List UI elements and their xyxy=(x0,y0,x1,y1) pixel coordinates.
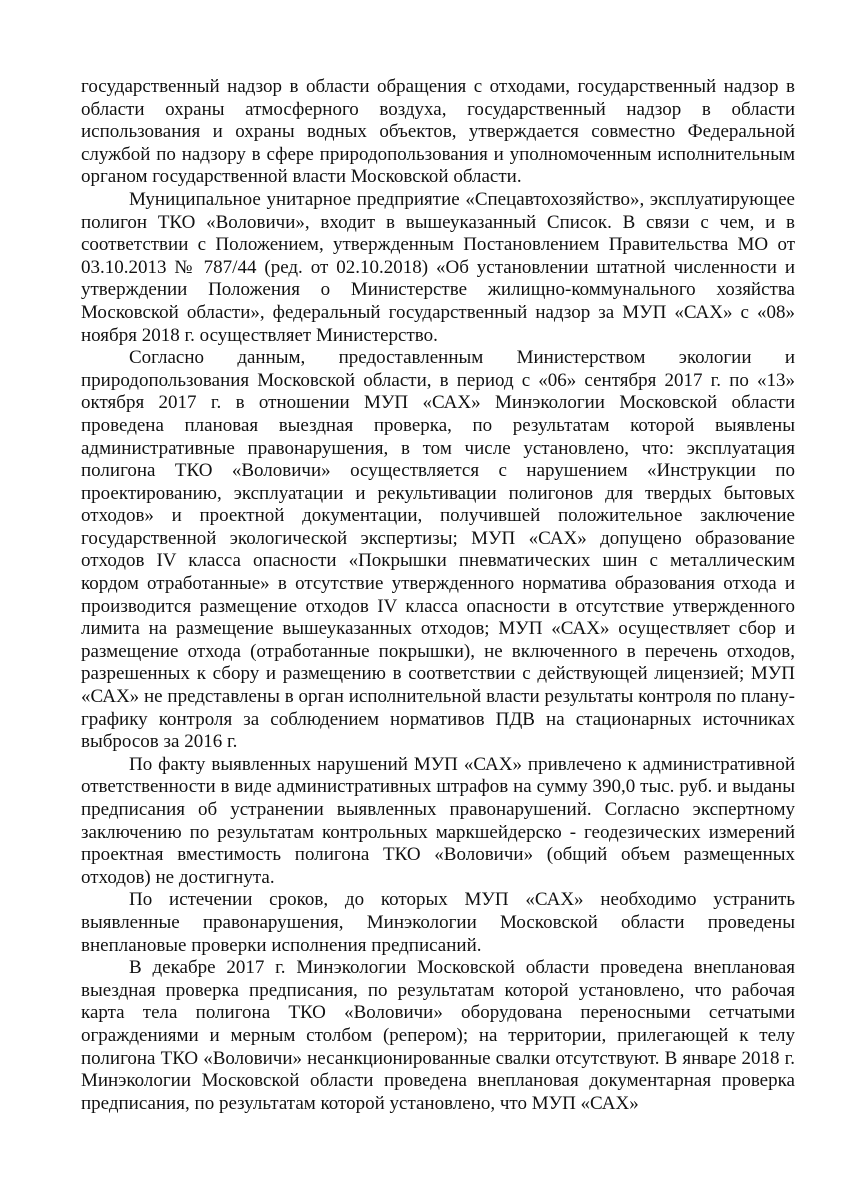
paragraph-unscheduled-inspections: По истечении сроков, до которых МУП «САХ» необходимо устранить выявленные правонарушения, Минэкологии Московской области проведены внеплановые проверки исполнения предписаний. xyxy=(81,889,795,956)
paragraph-administrative-fines: По факту выявленных нарушений МУП «САХ» привлечено к административной ответственности в виде административных штрафов на сумму 390,0 тыс. руб. и выданы предписания об устранении выявленных правонарушений. Согласно экспертному заключению по результатам контрольных маркшейдерско - геодезических измерений проектная вместимость полигона ТКО «Воловичи» (общий объем размещенных отходов) не достигнута. xyxy=(81,753,795,888)
paragraph-continuation: государственный надзор в области обращения с отходами, государственный надзор в области охраны атмосферного воздуха, государственный надзор в области использования и охраны водных объектов, утверждается совместно Федеральной службой по надзору в сфере природопользования и уполномоченным исполнительным органом государственной власти Московской области. xyxy=(81,76,795,188)
paragraph-december-2017-inspection: В декабре 2017 г. Минэкологии Московской области проведена внеплановая выездная проверка предписания, по результатам которой установлено, что рабочая карта тела полигона ТКО «Воловичи» оборудована переносными сетчатыми ограждениями и мерным столбом (репером); на территории, прилегающей к телу полигона ТКО «Воловичи» несанкционированные свалки отсутствуют. В январе 2018 г. Минэкологии Московской области проведена внеплановая документарная проверка предписания, по результатам которой установлено, что МУП «САХ» xyxy=(81,957,795,1114)
paragraph-mup-spetsavtokhozyaystvo: Муниципальное унитарное предприятие «Спецавтохозяйство», эксплуатирующее полигон ТКО «Воловичи», входит в вышеуказанный Список. В связи с чем, и в соответствии с Положением, утвержденным Постановлением Правительства МО от 03.10.2013 № 787/44 (ред. от 02.10.2018) «Об установлении штатной численности и утверждении Положения о Министерстве жилищно-коммунального хозяйства Московской области», федеральный государственный надзор за МУП «САХ» с «08» ноября 2018 г. осуществляет Министерство. xyxy=(81,188,795,346)
paragraph-planned-inspection: Согласно данным, предоставленным Министерством экологии и природопользования Московской области, в период с «06» сентября 2017 г. по «13» октября 2017 г. в отношении МУП «САХ» Минэкологии Московской области проведена плановая выездная проверка, по результатам которой выявлены административные правонарушения, в том числе установлено, что: эксплуатация полигона ТКО «Воловичи» осуществляется с нарушением «Инструкции по проектированию, эксплуатации и рекультивации полигонов для твердых бытовых отходов» и проектной документации, получившей положительное заключение государственной экологической экспертизы; МУП «САХ» допущено образование отходов IV класса опасности «Покрышки пневматических шин с металлическим кордом отработанные» в отсутствие утвержденного норматива образования отхода и производится размещение отходов IV класса опасности в отсутствие утвержденного лимита на размещение вышеуказанных отходов; МУП «САХ» осуществляет сбор и размещение отхода (отработанные покрышки), не включенного в перечень отходов, разрешенных к сбору и размещению в соответствии с действующей лицензией; МУП «САХ» не представлены в орган исполнительной власти результаты контроля по плану-графику контроля за соблюдением нормативов ПДВ на стационарных источниках выбросов за 2016 г. xyxy=(81,347,795,753)
